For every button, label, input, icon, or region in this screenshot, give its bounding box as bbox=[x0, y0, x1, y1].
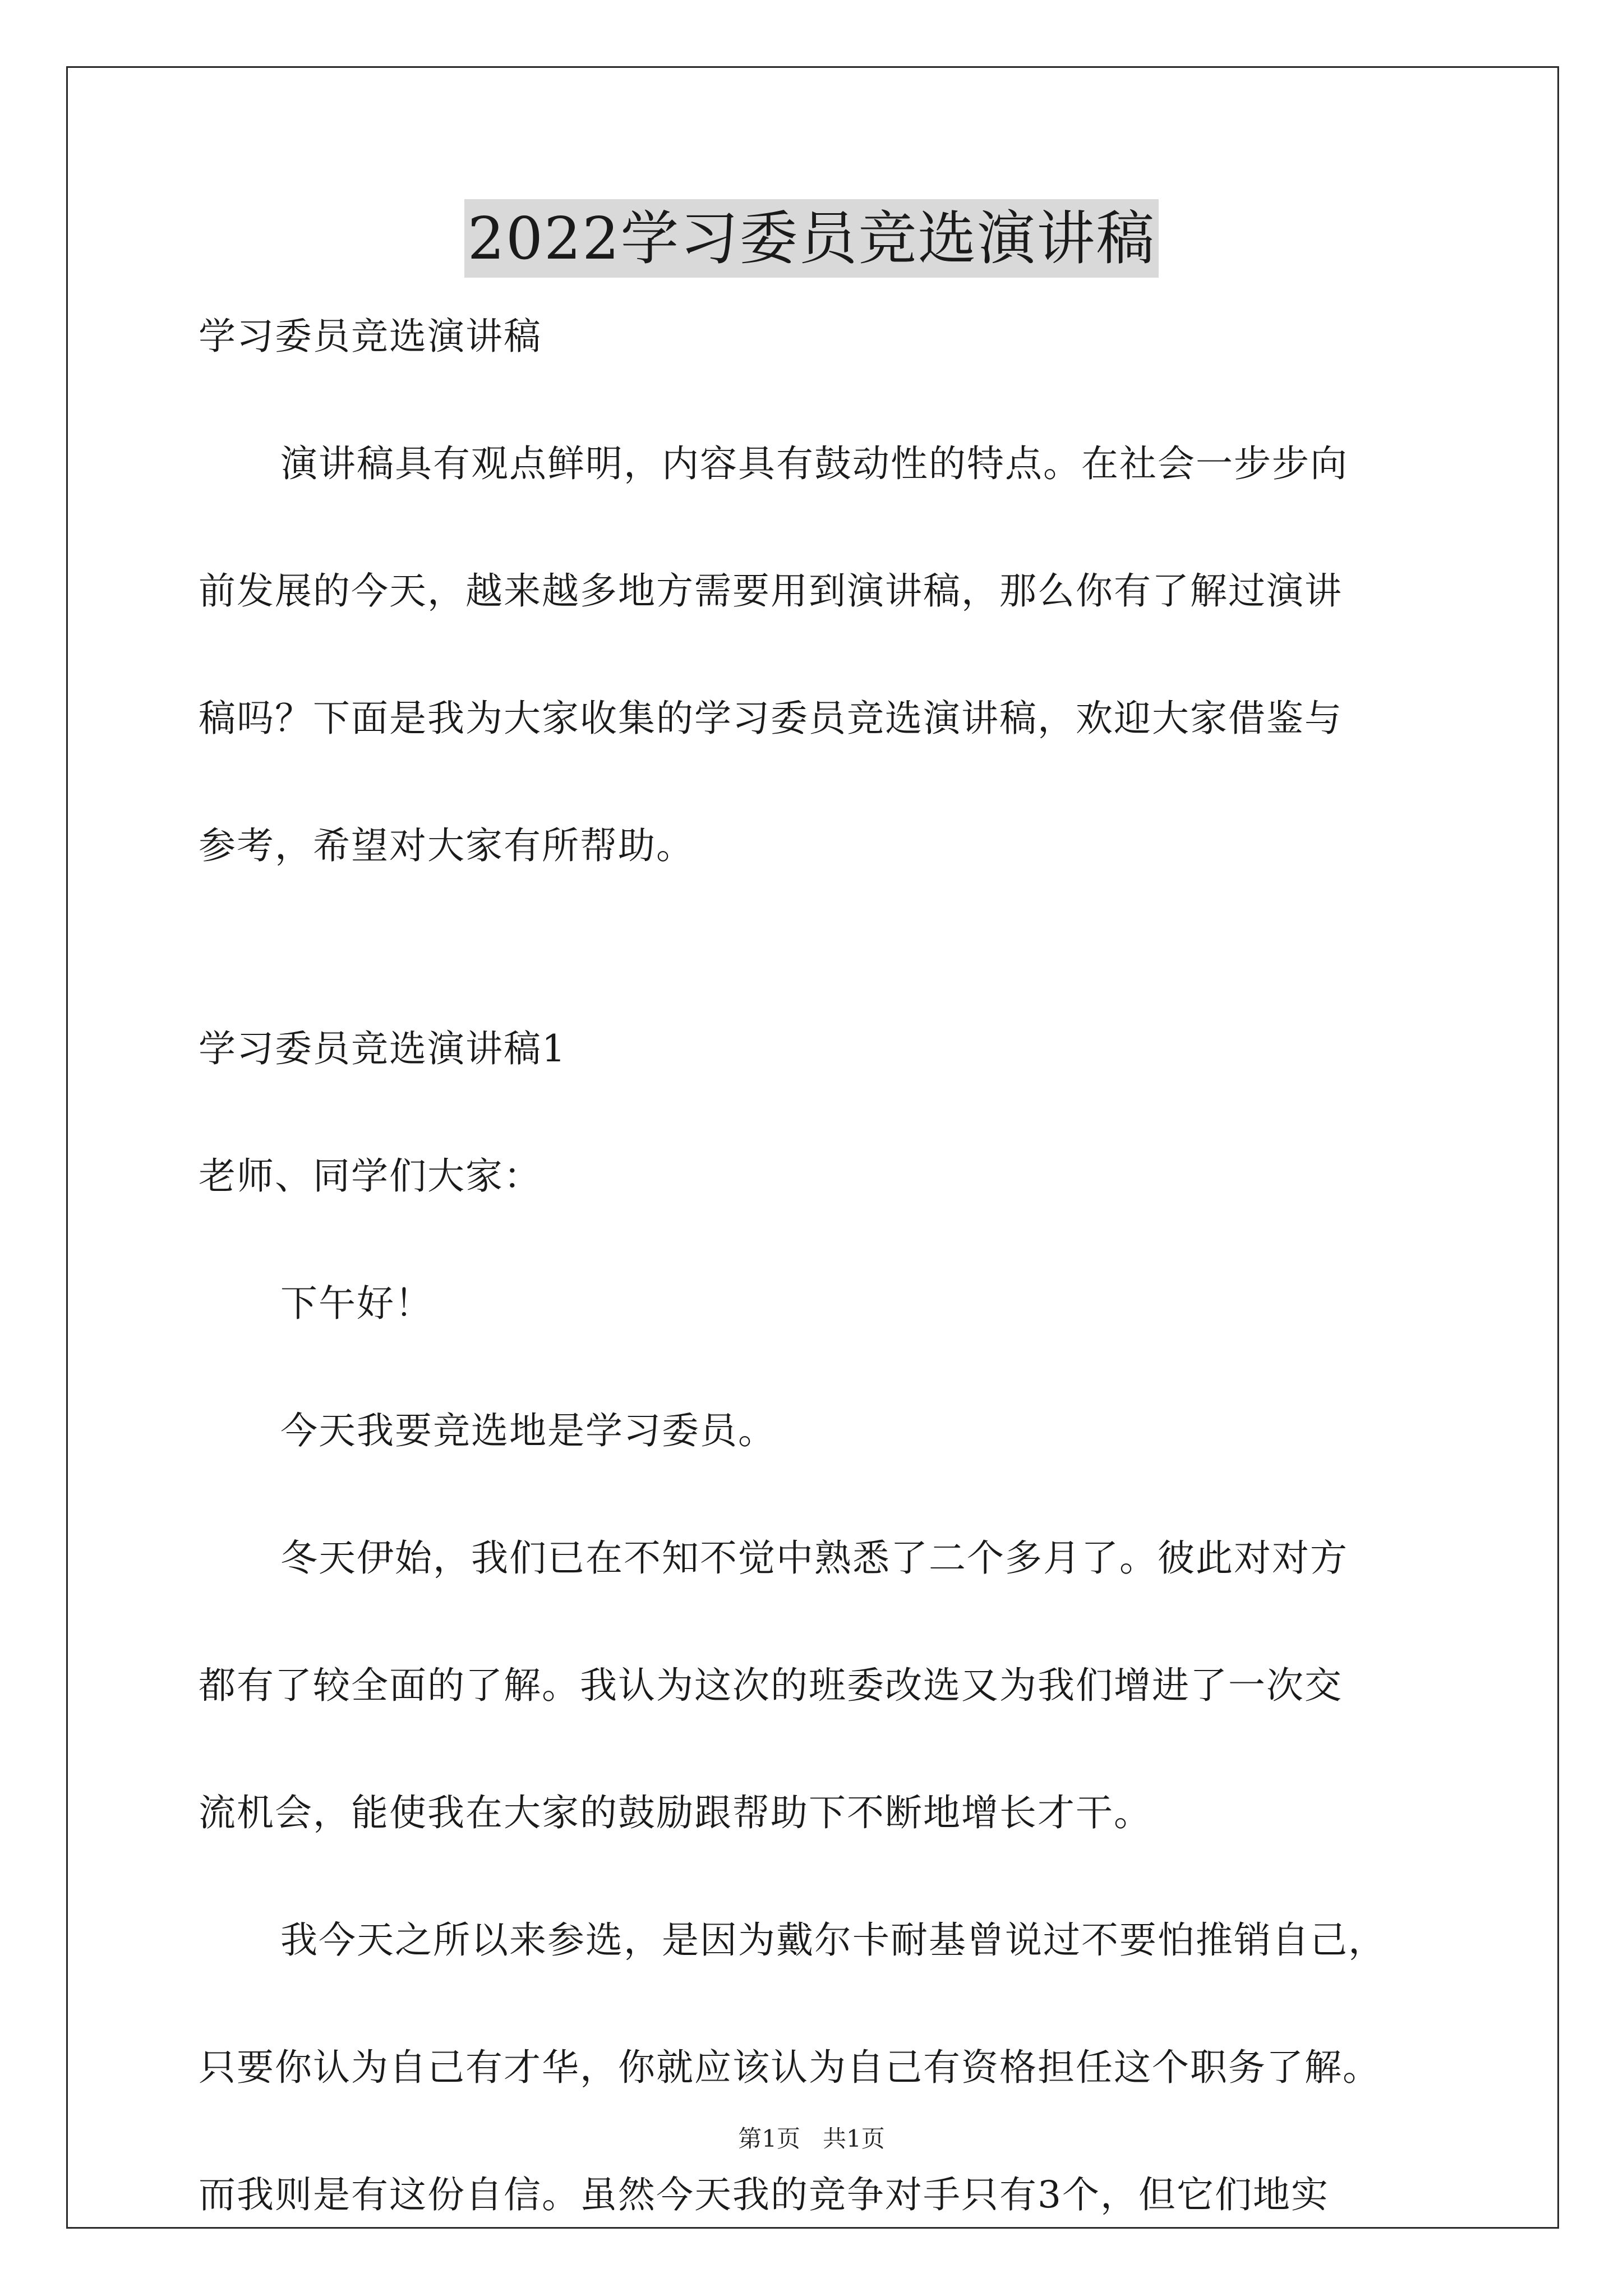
body-line: 演讲稿具有观点鲜明，内容具有鼓动性的特点。在社会一步步向 bbox=[280, 442, 1348, 485]
body-line: 前发展的今天，越来越多地方需要用到演讲稿，那么你有了解过演讲 bbox=[199, 569, 1343, 613]
body-line: 我今天之所以来参选，是因为戴尔卡耐基曾说过不要怕推销自己， bbox=[280, 1918, 1386, 1962]
title-container bbox=[0, 199, 1623, 278]
page-border bbox=[66, 66, 1559, 2229]
body-line: 而我则是有这份自信。虽然今天我的竞争对手只有3个，但它们地实 bbox=[199, 2173, 1329, 2216]
body-line: 稿吗？下面是我为大家收集的学习委员竞选演讲稿，欢迎大家借鉴与 bbox=[199, 697, 1343, 740]
page-number: 第1页 共1页 bbox=[738, 2125, 885, 2152]
body-line: 老师、同学们大家： bbox=[199, 1154, 542, 1198]
body-line: 只要你认为自己有才华，你就应该认为自己有资格担任这个职务了解。 bbox=[199, 2046, 1381, 2089]
page-footer bbox=[0, 2120, 1623, 2154]
body-line: 学习委员竞选演讲稿 bbox=[199, 315, 542, 358]
document-title: 2022学习委员竞选演讲稿 bbox=[464, 199, 1159, 278]
body-line: 参考，希望对大家有所帮助。 bbox=[199, 824, 694, 867]
body-line: 冬天伊始，我们已在不知不觉中熟悉了二个多月了。彼此对对方 bbox=[280, 1536, 1348, 1580]
body-line: 学习委员竞选演讲稿1 bbox=[199, 1027, 566, 1070]
body-line: 今天我要竞选地是学习委员。 bbox=[280, 1409, 776, 1452]
body-line: 流机会，能使我在大家的鼓励跟帮助下不断地增长才干。 bbox=[199, 1791, 1152, 1834]
body-line: 下午好！ bbox=[280, 1282, 433, 1325]
body-line: 都有了较全面的了解。我认为这次的班委改选又为我们增进了一次交 bbox=[199, 1664, 1343, 1707]
